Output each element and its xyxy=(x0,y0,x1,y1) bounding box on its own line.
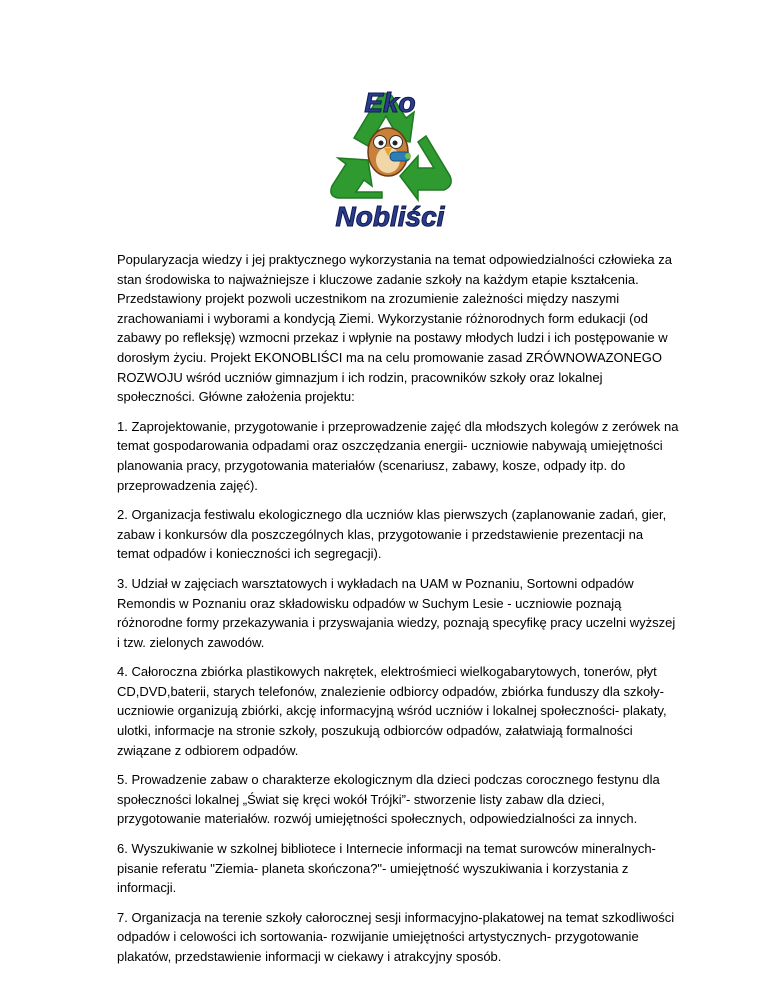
logo-word-bottom: Nobliści xyxy=(335,201,445,232)
point-3: 3. Udział w zajęciach warsztatowych i wykładach na UAM w Poznaniu, Sortowni odpadów Remondis w Poznaniu oraz składowisku odpadów w Suchym Lesie - uczniowie poznają różnorodne formy przekazywania i przyswajania wiedzy, poznają specyfikę pracy uczelni wyższej i tzw. zielonych zawodów. xyxy=(117,575,676,650)
intro-paragraph: Popularyzacja wiedzy i jej praktycznego wykorzystania na temat odpowiedzialności człowieka za stan środowiska to najważniejsze i kluczowe zadanie szkoły na każdym etapie kształcenia. Przedstawiony projekt pozwoli uczestnikom na zrozumienie zależności między naszymi zrachowaniami i wyborami a kondycją Ziemi. Wykorzystanie różnorodnych form edukacji (od zabawy po refleksję) wzmocni przekaz i wpłynie na postawy młodych ludzi i ich postępowanie w dorosłym życiu. Projekt EKONOBLIŚCI ma na celu promowanie zasad ZRÓWNOWAZONEGO ROZWOJU wśród uczniów gimnazjum i ich rodzin, pracowników szkoły oraz lokalnej społeczności. Główne założenia projektu: xyxy=(117,252,672,405)
eko-noblisci-logo xyxy=(310,76,470,236)
point-1: 1. Zaprojektowanie, przygotowanie i przeprowadzenie zajęć dla młodszych kolegów z zerówek na temat gospodarowania odpadami oraz oszczędzania energii- uczniowie nabywają umiejętności planowania pracy, przygotowania materiałów (scenariusz, zabawy, kosze, odpady itp. do przeprowadzenia zajęć). xyxy=(117,418,679,493)
point-4: 4. Całoroczna zbiórka plastikowych nakrętek, elektrośmieci wielkogabarytowych, tonerów, płyt CD,DVD,baterii, starych telefonów, znalezienie odbiorcy odpadów, zbiórka funduszy dla szkoły- uczniowie organizują zbiórki, akcję informacyjną wśród uczniów i lokalnej społeczności- plakaty, ulotki, informacje na stronie szkoły, poszukują odbiorców odpadów, załatwiają formalności związane z odbiorem odpadów. xyxy=(117,664,667,758)
recycle-owl-logo-icon xyxy=(310,76,470,236)
point-6: 6. Wyszukiwanie w szkolnej bibliotece i Internecie informacji na temat surowców mineralnych- pisanie referatu "Ziemia- planeta skończona?"- umiejętność wyszukiwania i korzystania z informacji. xyxy=(117,841,656,896)
point-7: 7. Organizacja na terenie szkoły całorocznej sesji informacyjno-plakatowej na temat szkodliwości odpadów i celowości ich sortowania- rozwijanie umiejętności artystycznych- przygotowanie plakatów, przedstawienie informacji w ciekawy i atrakcyjny sposób. xyxy=(117,909,675,964)
logo-word-top: Eko xyxy=(364,87,416,118)
point-5: 5. Prowadzenie zabaw o charakterze ekologicznym dla dzieci podczas corocznego festynu dla społeczności lokalnej „Świat się kręci wokół Trójki”- stworzenie listy zabaw dla dzieci, przygotowanie materiałów. rozwój umiejętności społecznych, odpowiedzialności za innych. xyxy=(117,772,660,827)
point-2: 2. Organizacja festiwalu ekologicznego dla uczniów klas pierwszych (zaplanowanie zadań, gier, zabaw i konkursów dla poszczególnych klas, przygotowanie i przedstawienie prezentacji na temat odpadów i konieczności ich segregacji). xyxy=(117,507,667,562)
document-body xyxy=(117,250,679,977)
